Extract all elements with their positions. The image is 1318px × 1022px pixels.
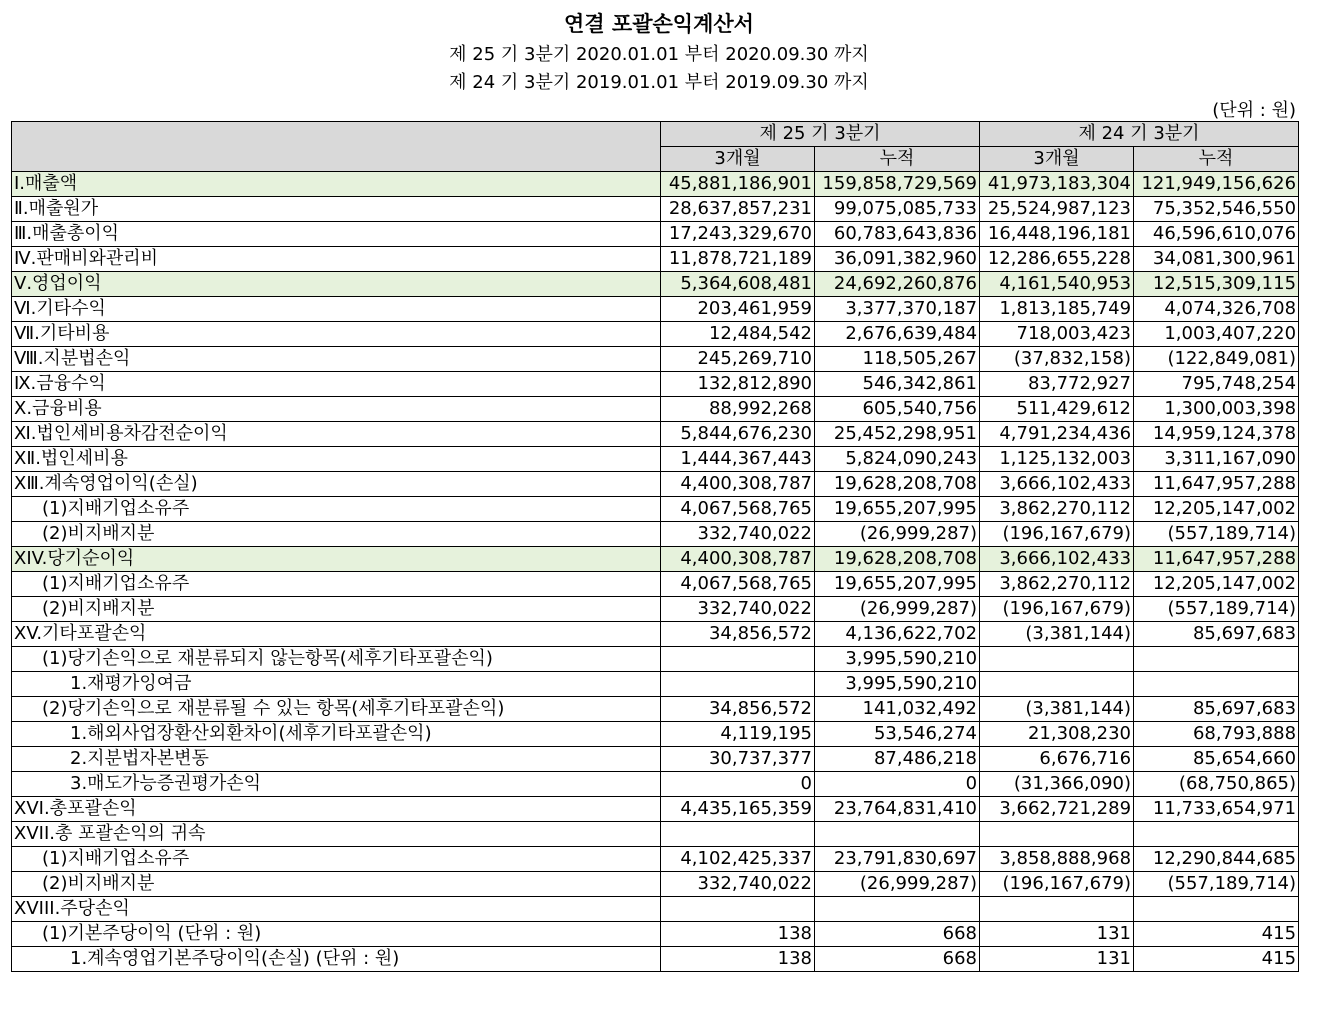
account-label: (1)당기손익으로 재분류되지 않는항목(세후기타포괄손익): [12, 647, 661, 672]
amount-cell: 68,793,888: [1134, 722, 1299, 747]
amount-cell: [980, 672, 1134, 697]
account-label: 2.지분법자본변동: [12, 747, 661, 772]
amount-cell: 53,546,274: [815, 722, 980, 747]
table-row: [12, 222, 1299, 247]
table-row: [12, 747, 1299, 772]
prior-period-header: 제 24 기 3분기: [980, 122, 1299, 147]
amount-cell: 19,655,207,995: [815, 572, 980, 597]
amount-cell: 34,856,572: [661, 622, 815, 647]
amount-cell: 21,308,230: [980, 722, 1134, 747]
amount-cell: [661, 897, 815, 922]
amount-cell: 41,973,183,304: [980, 172, 1134, 197]
account-label: ⅩⅢ.계속영업이익(손실): [12, 472, 661, 497]
current-3month-header: 3개월: [661, 147, 815, 172]
table-row: [12, 697, 1299, 722]
amount-cell: 1,300,003,398: [1134, 397, 1299, 422]
amount-cell: (122,849,081): [1134, 347, 1299, 372]
amount-cell: 75,352,546,550: [1134, 197, 1299, 222]
account-header: [12, 122, 661, 172]
amount-cell: 5,364,608,481: [661, 272, 815, 297]
amount-cell: (31,366,090): [980, 772, 1134, 797]
amount-cell: 3,666,102,433: [980, 547, 1134, 572]
amount-cell: 5,824,090,243: [815, 447, 980, 472]
amount-cell: 85,654,660: [1134, 747, 1299, 772]
amount-cell: 4,400,308,787: [661, 472, 815, 497]
account-label: Ⅳ.판매비와관리비: [12, 247, 661, 272]
account-label: (2)비지배지분: [12, 522, 661, 547]
amount-cell: 34,081,300,961: [1134, 247, 1299, 272]
table-row: [12, 647, 1299, 672]
amount-cell: 60,783,643,836: [815, 222, 980, 247]
prior-3month-header: 3개월: [980, 147, 1134, 172]
amount-cell: 511,429,612: [980, 397, 1134, 422]
account-label: Ⅺ.법인세비용차감전순이익: [12, 422, 661, 447]
amount-cell: 1,444,367,443: [661, 447, 815, 472]
account-label: (1)지배기업소유주: [12, 847, 661, 872]
amount-cell: [980, 647, 1134, 672]
amount-cell: 23,791,830,697: [815, 847, 980, 872]
amount-cell: 19,628,208,708: [815, 472, 980, 497]
account-label: 1.재평가잉여금: [12, 672, 661, 697]
amount-cell: 5,844,676,230: [661, 422, 815, 447]
amount-cell: [1134, 822, 1299, 847]
account-label: XVII.총 포괄손익의 귀속: [12, 822, 661, 847]
amount-cell: 1,003,407,220: [1134, 322, 1299, 347]
amount-cell: 4,119,195: [661, 722, 815, 747]
table-row: [12, 947, 1299, 972]
account-label: Ⅶ.기타비용: [12, 322, 661, 347]
amount-cell: 131: [980, 922, 1134, 947]
amount-cell: 83,772,927: [980, 372, 1134, 397]
amount-cell: 11,647,957,288: [1134, 472, 1299, 497]
amount-cell: (37,832,158): [980, 347, 1134, 372]
amount-cell: 6,676,716: [980, 747, 1134, 772]
account-label: 1.계속영업기본주당이익(손실) (단위 : 원): [12, 947, 661, 972]
amount-cell: 3,862,270,112: [980, 572, 1134, 597]
table-row: [12, 197, 1299, 222]
unit-label: (단위 : 원): [1212, 100, 1296, 121]
amount-cell: (26,999,287): [815, 522, 980, 547]
amount-cell: 138: [661, 947, 815, 972]
account-label: Ⅸ.금융수익: [12, 372, 661, 397]
amount-cell: 795,748,254: [1134, 372, 1299, 397]
amount-cell: 0: [661, 772, 815, 797]
amount-cell: 131: [980, 947, 1134, 972]
current-period-header: 제 25 기 3분기: [661, 122, 980, 147]
amount-cell: 4,067,568,765: [661, 497, 815, 522]
amount-cell: 4,435,165,359: [661, 797, 815, 822]
amount-cell: 668: [815, 947, 980, 972]
amount-cell: 138: [661, 922, 815, 947]
prior-period: 제 24 기 3분기 2019.01.01 부터 2019.09.30 까지: [449, 72, 869, 93]
amount-cell: (68,750,865): [1134, 772, 1299, 797]
amount-cell: 85,697,683: [1134, 697, 1299, 722]
account-label: Ⅵ.기타수익: [12, 297, 661, 322]
amount-cell: (26,999,287): [815, 597, 980, 622]
table-row: [12, 347, 1299, 372]
account-label: 3.매도가능증권평가손익: [12, 772, 661, 797]
table-row: [12, 297, 1299, 322]
table-row: [12, 672, 1299, 697]
prior-cumulative-header: 누적: [1134, 147, 1299, 172]
account-label: XVI.총포괄손익: [12, 797, 661, 822]
amount-cell: 17,243,329,670: [661, 222, 815, 247]
amount-cell: 3,662,721,289: [980, 797, 1134, 822]
amount-cell: 4,136,622,702: [815, 622, 980, 647]
amount-cell: 11,878,721,189: [661, 247, 815, 272]
amount-cell: 4,791,234,436: [980, 422, 1134, 447]
table-row: [12, 497, 1299, 522]
amount-cell: 4,074,326,708: [1134, 297, 1299, 322]
account-label: ⅩⅡ.법인세비용: [12, 447, 661, 472]
amount-cell: (26,999,287): [815, 872, 980, 897]
table-row: [12, 822, 1299, 847]
amount-cell: 3,995,590,210: [815, 647, 980, 672]
table-row: [12, 897, 1299, 922]
amount-cell: 87,486,218: [815, 747, 980, 772]
amount-cell: 3,858,888,968: [980, 847, 1134, 872]
statement-title: 연결 포괄손익계산서: [564, 12, 754, 36]
table-row: [12, 372, 1299, 397]
amount-cell: 45,881,186,901: [661, 172, 815, 197]
table-row: [12, 172, 1299, 197]
amount-cell: 14,959,124,378: [1134, 422, 1299, 447]
amount-cell: 1,813,185,749: [980, 297, 1134, 322]
amount-cell: 332,740,022: [661, 597, 815, 622]
amount-cell: 24,692,260,876: [815, 272, 980, 297]
account-label: (2)당기손익으로 재분류될 수 있는 항목(세후기타포괄손익): [12, 697, 661, 722]
amount-cell: 0: [815, 772, 980, 797]
amount-cell: 332,740,022: [661, 522, 815, 547]
table-row: [12, 322, 1299, 347]
amount-cell: 203,461,959: [661, 297, 815, 322]
amount-cell: 668: [815, 922, 980, 947]
amount-cell: 99,075,085,733: [815, 197, 980, 222]
amount-cell: [815, 822, 980, 847]
table-row: [12, 447, 1299, 472]
income-statement-table: [11, 121, 1299, 972]
amount-cell: 121,949,156,626: [1134, 172, 1299, 197]
amount-cell: 34,856,572: [661, 697, 815, 722]
amount-cell: 415: [1134, 922, 1299, 947]
amount-cell: (557,189,714): [1134, 597, 1299, 622]
amount-cell: 12,205,147,002: [1134, 497, 1299, 522]
amount-cell: [661, 647, 815, 672]
account-label: (1)기본주당이익 (단위 : 원): [12, 922, 661, 947]
amount-cell: 12,484,542: [661, 322, 815, 347]
table-row: [12, 597, 1299, 622]
amount-cell: (196,167,679): [980, 597, 1134, 622]
amount-cell: (3,381,144): [980, 622, 1134, 647]
amount-cell: 718,003,423: [980, 322, 1134, 347]
amount-cell: 23,764,831,410: [815, 797, 980, 822]
amount-cell: 19,655,207,995: [815, 497, 980, 522]
amount-cell: 159,858,729,569: [815, 172, 980, 197]
amount-cell: [980, 822, 1134, 847]
amount-cell: 3,311,167,090: [1134, 447, 1299, 472]
account-label: Ⅱ.매출원가: [12, 197, 661, 222]
account-label: XIV.당기순이익: [12, 547, 661, 572]
table-row: [12, 797, 1299, 822]
table-row: [12, 722, 1299, 747]
amount-cell: 25,524,987,123: [980, 197, 1134, 222]
amount-cell: [661, 822, 815, 847]
amount-cell: 88,992,268: [661, 397, 815, 422]
amount-cell: 12,286,655,228: [980, 247, 1134, 272]
table-row: [12, 572, 1299, 597]
account-label: Ⅹ.금융비용: [12, 397, 661, 422]
amount-cell: 141,032,492: [815, 697, 980, 722]
amount-cell: 3,995,590,210: [815, 672, 980, 697]
account-label: XV.기타포괄손익: [12, 622, 661, 647]
table-row: [12, 472, 1299, 497]
amount-cell: 2,676,639,484: [815, 322, 980, 347]
account-label: (1)지배기업소유주: [12, 497, 661, 522]
amount-cell: 1,125,132,003: [980, 447, 1134, 472]
amount-cell: 12,290,844,685: [1134, 847, 1299, 872]
account-label: Ⅲ.매출총이익: [12, 222, 661, 247]
account-label: XVIII.주당손익: [12, 897, 661, 922]
amount-cell: [661, 672, 815, 697]
amount-cell: 245,269,710: [661, 347, 815, 372]
amount-cell: 4,102,425,337: [661, 847, 815, 872]
amount-cell: 4,067,568,765: [661, 572, 815, 597]
amount-cell: 30,737,377: [661, 747, 815, 772]
amount-cell: (557,189,714): [1134, 522, 1299, 547]
amount-cell: 12,205,147,002: [1134, 572, 1299, 597]
amount-cell: 4,400,308,787: [661, 547, 815, 572]
amount-cell: 28,637,857,231: [661, 197, 815, 222]
amount-cell: 85,697,683: [1134, 622, 1299, 647]
table-row: [12, 922, 1299, 947]
amount-cell: [1134, 647, 1299, 672]
amount-cell: 415: [1134, 947, 1299, 972]
table-row: [12, 622, 1299, 647]
amount-cell: (196,167,679): [980, 522, 1134, 547]
table-row: [12, 872, 1299, 897]
amount-cell: 605,540,756: [815, 397, 980, 422]
amount-cell: 132,812,890: [661, 372, 815, 397]
amount-cell: (3,381,144): [980, 697, 1134, 722]
amount-cell: 19,628,208,708: [815, 547, 980, 572]
amount-cell: [1134, 897, 1299, 922]
amount-cell: 36,091,382,960: [815, 247, 980, 272]
table-row: [12, 247, 1299, 272]
account-label: (2)비지배지분: [12, 872, 661, 897]
amount-cell: 3,377,370,187: [815, 297, 980, 322]
amount-cell: [980, 897, 1134, 922]
amount-cell: [1134, 672, 1299, 697]
account-label: (1)지배기업소유주: [12, 572, 661, 597]
amount-cell: 4,161,540,953: [980, 272, 1134, 297]
amount-cell: 3,666,102,433: [980, 472, 1134, 497]
account-label: Ⅷ.지분법손익: [12, 347, 661, 372]
amount-cell: 546,342,861: [815, 372, 980, 397]
table-row: [12, 422, 1299, 447]
amount-cell: 12,515,309,115: [1134, 272, 1299, 297]
amount-cell: 11,733,654,971: [1134, 797, 1299, 822]
amount-cell: 25,452,298,951: [815, 422, 980, 447]
amount-cell: (557,189,714): [1134, 872, 1299, 897]
amount-cell: 118,505,267: [815, 347, 980, 372]
account-label: Ⅴ.영업이익: [12, 272, 661, 297]
table-row: [12, 272, 1299, 297]
amount-cell: 3,862,270,112: [980, 497, 1134, 522]
amount-cell: 11,647,957,288: [1134, 547, 1299, 572]
amount-cell: 332,740,022: [661, 872, 815, 897]
account-label: Ⅰ.매출액: [12, 172, 661, 197]
table-row: [12, 847, 1299, 872]
current-cumulative-header: 누적: [815, 147, 980, 172]
table-row: [12, 397, 1299, 422]
table-row: [12, 547, 1299, 572]
amount-cell: 16,448,196,181: [980, 222, 1134, 247]
amount-cell: [815, 897, 980, 922]
current-period: 제 25 기 3분기 2020.01.01 부터 2020.09.30 까지: [449, 44, 869, 65]
amount-cell: (196,167,679): [980, 872, 1134, 897]
account-label: 1.해외사업장환산외환차이(세후기타포괄손익): [12, 722, 661, 747]
amount-cell: 46,596,610,076: [1134, 222, 1299, 247]
table-row: [12, 522, 1299, 547]
account-label: (2)비지배지분: [12, 597, 661, 622]
table-row: [12, 772, 1299, 797]
